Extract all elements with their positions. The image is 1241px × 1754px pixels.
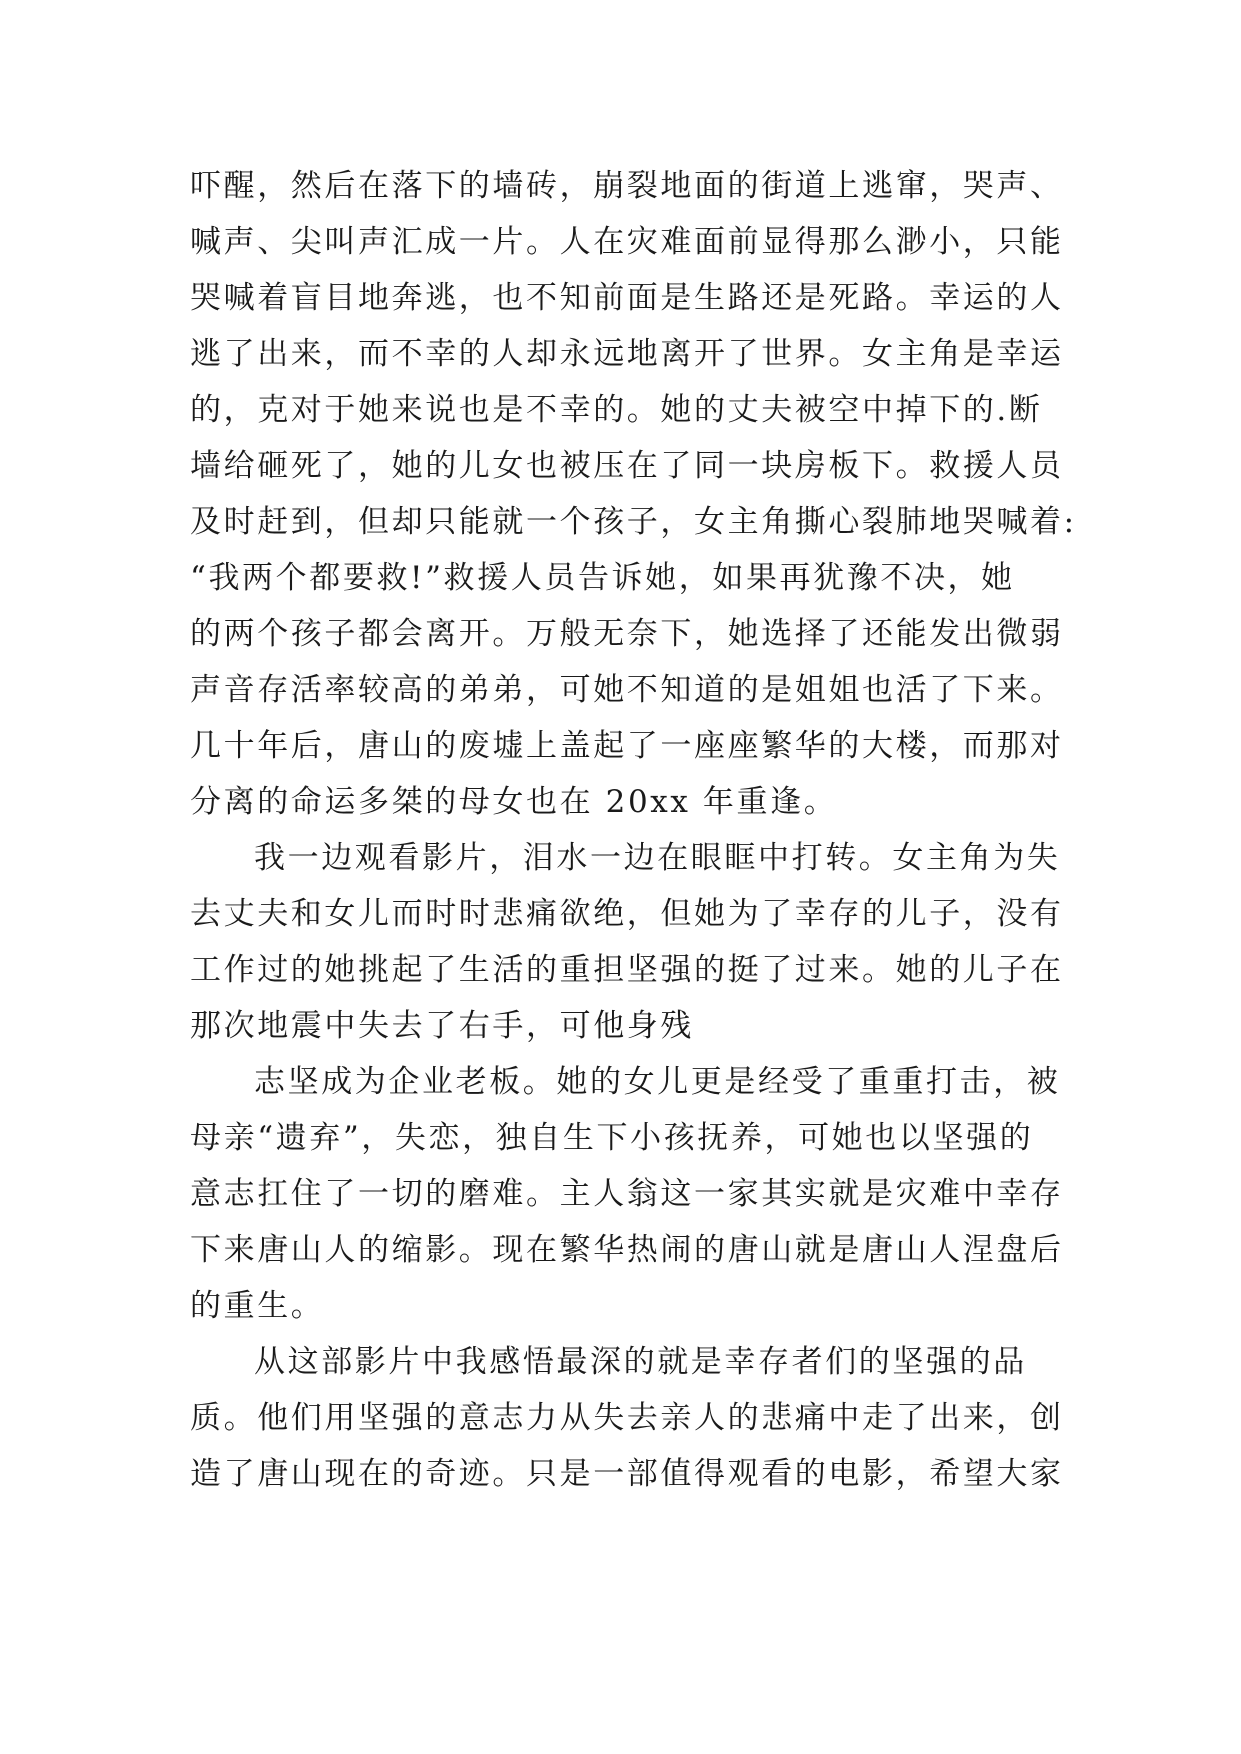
text-line: 及时赶到，但却只能就一个孩子，女主角撕心裂肺地哭喊着: [190, 504, 1077, 540]
text-line: 造了唐山现在的奇迹。只是一部值得观看的电影，希望大家 [190, 1456, 1064, 1492]
text-line: 吓醒，然后在落下的墙砖，崩裂地面的街道上逃窜，哭声、 [190, 168, 1064, 204]
paragraph-3 [190, 1054, 1070, 1334]
text-line: 质。他们用坚强的意志力从失去亲人的悲痛中走了出来，创 [190, 1400, 1064, 1436]
text-line: 喊声、尖叫声汇成一片。人在灾难面前显得那么渺小，只能 [190, 224, 1064, 260]
text-line: 从这部影片中我感悟最深的就是幸存者们的坚强的品 [254, 1344, 1027, 1380]
text-line: 的两个孩子都会离开。万般无奈下，她选择了还能发出微弱 [190, 616, 1064, 652]
text-line: 去丈夫和女儿而时时悲痛欲绝，但她为了幸存的儿子，没有 [190, 896, 1064, 932]
text-line: 声音存活率较高的弟弟，可她不知道的是姐姐也活了下来。 [190, 672, 1064, 708]
text-line: 的重生。 [190, 1288, 325, 1324]
paragraph-4 [190, 1334, 1070, 1502]
paragraph-2 [190, 830, 1070, 1054]
text-line: 的，克对于她来说也是不幸的。她的丈夫被空中掉下的.断 [190, 392, 1043, 428]
text-line: 那次地震中失去了右手，可他身残 [190, 1008, 694, 1044]
text-line: 志坚成为企业老板。她的女儿更是经受了重重打击，被 [254, 1064, 1061, 1100]
paragraph-1 [190, 158, 1077, 830]
text-line: 母亲“遗弃”，失恋，独自生下小孩抚养，可她也以坚强的 [190, 1120, 1034, 1156]
text-line: 工作过的她挑起了生活的重担坚强的挺了过来。她的儿子在 [190, 952, 1064, 988]
text-line: “我两个都要救!”救援人员告诉她，如果再犹豫不决，她 [190, 560, 1015, 596]
text-line: 墙给砸死了，她的儿女也被压在了同一块房板下。救援人员 [190, 448, 1064, 484]
text-line: 意志扛住了一切的磨难。主人翁这一家其实就是灾难中幸存 [190, 1176, 1064, 1212]
document-body [190, 158, 1077, 1502]
text-line: 哭喊着盲目地奔逃，也不知前面是生路还是死路。幸运的人 [190, 280, 1064, 316]
text-line: 下来唐山人的缩影。现在繁华热闹的唐山就是唐山人涅盘后 [190, 1232, 1064, 1268]
text-line: 几十年后，唐山的废墟上盖起了一座座繁华的大楼，而那对 [190, 728, 1064, 764]
text-line: 逃了出来，而不幸的人却永远地离开了世界。女主角是幸运 [190, 336, 1064, 372]
text-line: 我一边观看影片，泪水一边在眼眶中打转。女主角为失 [254, 840, 1061, 876]
text-line: 分离的命运多桀的母女也在 20xx 年重逢。 [190, 784, 838, 820]
